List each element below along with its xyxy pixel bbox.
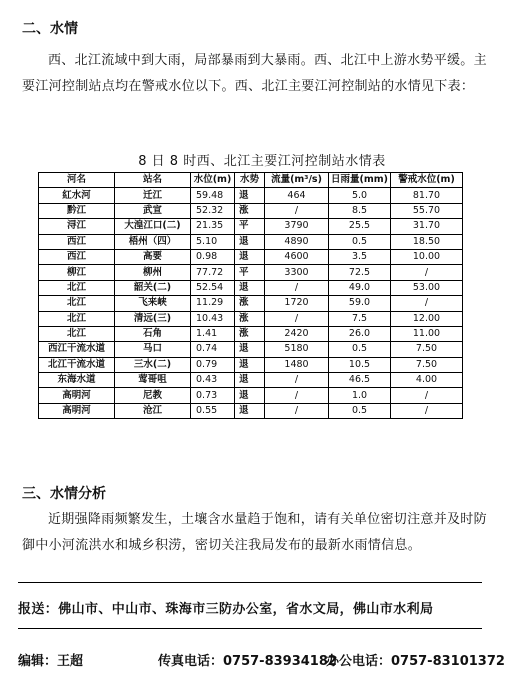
cell-station: 莺哥咀: [115, 373, 191, 388]
cell-flow: 5180: [265, 342, 329, 357]
cell-warning-level: 7.50: [391, 357, 463, 372]
table-row: [39, 296, 463, 311]
cell-station: 沧江: [115, 403, 191, 418]
cell-warning-level: 53.00: [391, 280, 463, 295]
cell-river: 浔江: [39, 219, 115, 234]
cell-station: 高要: [115, 249, 191, 264]
cell-rainfall: 8.5: [329, 203, 391, 218]
section-analysis-title: 三、水情分析: [22, 486, 106, 502]
cell-warning-level: 81.70: [391, 188, 463, 203]
report-to-line: 报送：佛山市、中山市、珠海市三防办公室，省水文局，佛山市水利局: [18, 602, 434, 617]
cell-warning-level: 12.00: [391, 311, 463, 326]
cell-flow: 3790: [265, 219, 329, 234]
cell-trend: 涨: [235, 203, 265, 218]
cell-rainfall: 0.5: [329, 403, 391, 418]
cell-flow: 2420: [265, 326, 329, 341]
cell-river: 东海水道: [39, 373, 115, 388]
cell-station: 大湟江口(二): [115, 219, 191, 234]
cell-river: 西江干流水道: [39, 342, 115, 357]
cell-level: 0.73: [191, 388, 235, 403]
cell-warning-level: 10.00: [391, 249, 463, 264]
cell-rainfall: 59.0: [329, 296, 391, 311]
col-header-station: 站名: [115, 173, 191, 188]
cell-flow: 1480: [265, 357, 329, 372]
cell-river: 紅水河: [39, 188, 115, 203]
cell-level: 52.54: [191, 280, 235, 295]
cell-level: 5.10: [191, 234, 235, 249]
contact-line: [18, 650, 508, 670]
cell-flow: /: [265, 403, 329, 418]
cell-station: 柳州: [115, 265, 191, 280]
col-header-warning-level: 警戒水位(m): [391, 173, 463, 188]
cell-station: 清远(三): [115, 311, 191, 326]
cell-trend: 退: [235, 357, 265, 372]
cell-warning-level: 31.70: [391, 219, 463, 234]
cell-rainfall: 26.0: [329, 326, 391, 341]
cell-trend: 退: [235, 388, 265, 403]
section-water-paragraph: 西、北江流域中到大雨，局部暴雨到大暴雨。西、北江中上游水势平缓。主要江河控制站点均在警戒水位以下。西、北江主要江河控制站的水情见下表：: [22, 53, 487, 94]
table-body: [39, 188, 463, 419]
cell-warning-level: /: [391, 265, 463, 280]
cell-flow: 464: [265, 188, 329, 203]
office-phone: 办公电话：0757-83101372: [326, 654, 505, 669]
cell-flow: /: [265, 373, 329, 388]
cell-level: 0.79: [191, 357, 235, 372]
cell-river: 北江: [39, 326, 115, 341]
cell-river: 西江: [39, 249, 115, 264]
cell-station: 迁江: [115, 188, 191, 203]
cell-rainfall: 0.5: [329, 234, 391, 249]
cell-warning-level: 7.50: [391, 342, 463, 357]
table-header-row: [39, 173, 463, 188]
cell-trend: 退: [235, 188, 265, 203]
cell-flow: 4600: [265, 249, 329, 264]
cell-level: 0.98: [191, 249, 235, 264]
cell-level: 0.55: [191, 403, 235, 418]
table-row: [39, 280, 463, 295]
cell-station: 三水(二): [115, 357, 191, 372]
table-row: [39, 403, 463, 418]
cell-level: 1.41: [191, 326, 235, 341]
cell-river: 柳江: [39, 265, 115, 280]
cell-warning-level: 4.00: [391, 373, 463, 388]
table-row: [39, 249, 463, 264]
cell-river: 北江: [39, 280, 115, 295]
cell-rainfall: 3.5: [329, 249, 391, 264]
cell-trend: 涨: [235, 296, 265, 311]
cell-warning-level: 11.00: [391, 326, 463, 341]
cell-station: 尼教: [115, 388, 191, 403]
cell-level: 11.29: [191, 296, 235, 311]
cell-flow: /: [265, 203, 329, 218]
table-row: [39, 203, 463, 218]
cell-rainfall: 5.0: [329, 188, 391, 203]
cell-river: 北江干流水道: [39, 357, 115, 372]
fax-number: 传真电话：0757-83934182: [158, 654, 337, 669]
cell-rainfall: 25.5: [329, 219, 391, 234]
table-row: [39, 373, 463, 388]
cell-flow: 3300: [265, 265, 329, 280]
cell-station: 韶关(二): [115, 280, 191, 295]
cell-trend: 退: [235, 403, 265, 418]
cell-flow: 4890: [265, 234, 329, 249]
cell-trend: 退: [235, 234, 265, 249]
divider-bottom: [18, 628, 482, 629]
cell-level: 0.74: [191, 342, 235, 357]
cell-rainfall: 0.5: [329, 342, 391, 357]
cell-warning-level: /: [391, 388, 463, 403]
cell-flow: /: [265, 388, 329, 403]
cell-flow: 1720: [265, 296, 329, 311]
cell-station: 飞来峡: [115, 296, 191, 311]
table-row: [39, 326, 463, 341]
cell-level: 59.48: [191, 188, 235, 203]
cell-level: 52.32: [191, 203, 235, 218]
col-header-river: 河名: [39, 173, 115, 188]
cell-rainfall: 10.5: [329, 357, 391, 372]
col-header-level: 水位(m): [191, 173, 235, 188]
cell-rainfall: 1.0: [329, 388, 391, 403]
cell-flow: /: [265, 311, 329, 326]
cell-station: 武宣: [115, 203, 191, 218]
cell-level: 10.43: [191, 311, 235, 326]
table-row: [39, 219, 463, 234]
table-row: [39, 357, 463, 372]
table-row: [39, 234, 463, 249]
table-row: [39, 311, 463, 326]
col-header-flow: 流量(m³/s): [265, 173, 329, 188]
cell-rainfall: 7.5: [329, 311, 391, 326]
hydrology-table: [38, 172, 463, 419]
cell-trend: 退: [235, 249, 265, 264]
cell-river: 黔江: [39, 203, 115, 218]
cell-level: 21.35: [191, 219, 235, 234]
cell-flow: /: [265, 280, 329, 295]
cell-rainfall: 46.5: [329, 373, 391, 388]
cell-river: 北江: [39, 311, 115, 326]
table-caption: 8 日 8 时西、北江主要江河控制站水情表: [138, 154, 386, 169]
col-header-rainfall: 日雨量(mm): [329, 173, 391, 188]
cell-station: 马口: [115, 342, 191, 357]
cell-trend: 平: [235, 265, 265, 280]
cell-trend: 退: [235, 373, 265, 388]
col-header-trend: 水势: [235, 173, 265, 188]
cell-river: 高明河: [39, 388, 115, 403]
cell-warning-level: 18.50: [391, 234, 463, 249]
section-analysis-paragraph: 近期强降雨频繁发生，土壤含水量趋于饱和，请有关单位密切注意并及时防御中小河流洪水和城乡积涝，密切关注我局发布的最新水雨情信息。: [22, 512, 487, 553]
cell-trend: 平: [235, 219, 265, 234]
cell-river: 北江: [39, 296, 115, 311]
table-row: [39, 342, 463, 357]
cell-warning-level: 55.70: [391, 203, 463, 218]
editor-label: 编辑：王超: [18, 654, 84, 669]
cell-station: 梧州（四）: [115, 234, 191, 249]
cell-river: 西江: [39, 234, 115, 249]
cell-level: 0.43: [191, 373, 235, 388]
cell-rainfall: 72.5: [329, 265, 391, 280]
table-row: [39, 265, 463, 280]
table-row: [39, 188, 463, 203]
cell-trend: 退: [235, 280, 265, 295]
cell-trend: 涨: [235, 326, 265, 341]
cell-warning-level: /: [391, 403, 463, 418]
cell-trend: 涨: [235, 311, 265, 326]
cell-warning-level: /: [391, 296, 463, 311]
cell-rainfall: 49.0: [329, 280, 391, 295]
cell-level: 77.72: [191, 265, 235, 280]
cell-trend: 退: [235, 342, 265, 357]
section-water-title: 二、水情: [22, 21, 78, 37]
cell-river: 高明河: [39, 403, 115, 418]
table-row: [39, 388, 463, 403]
cell-station: 石角: [115, 326, 191, 341]
divider-top: [18, 582, 482, 583]
